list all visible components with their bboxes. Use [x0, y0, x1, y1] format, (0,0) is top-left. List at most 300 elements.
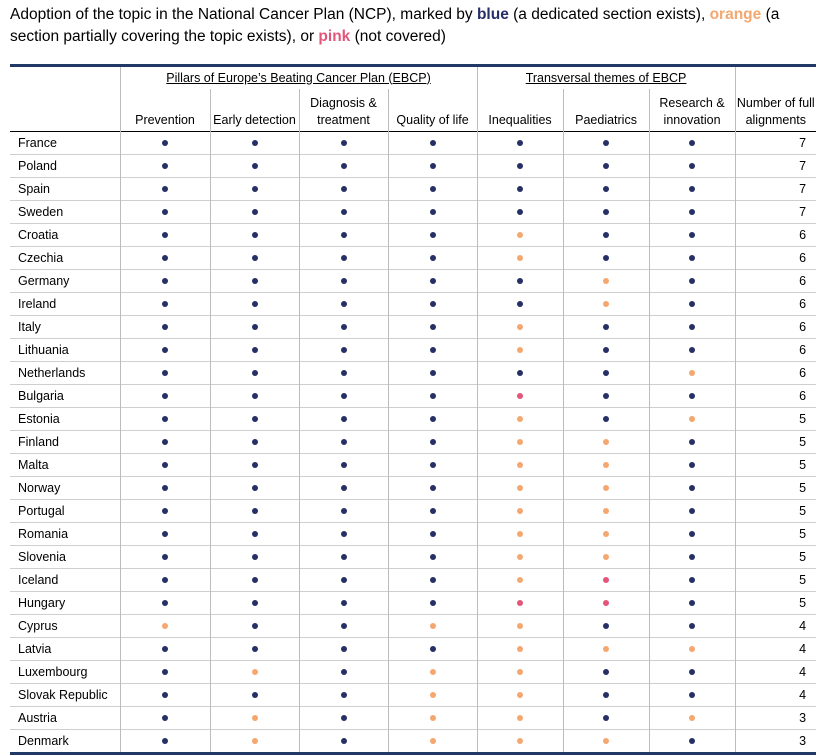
status-cell — [299, 661, 388, 684]
status-cell — [388, 201, 477, 224]
status-cell — [477, 638, 563, 661]
country-label: Finland — [10, 431, 120, 454]
status-dot-blue — [603, 669, 609, 675]
status-dot-blue — [252, 393, 258, 399]
table-row — [10, 385, 816, 408]
status-dot-blue — [430, 462, 436, 468]
status-dot-blue — [162, 370, 168, 376]
status-cell — [299, 224, 388, 247]
status-dot-blue — [430, 554, 436, 560]
status-cell — [299, 293, 388, 316]
status-dot-blue — [689, 485, 695, 491]
status-cell — [210, 408, 299, 431]
status-dot-blue — [252, 163, 258, 169]
status-dot-blue — [341, 370, 347, 376]
header-corner — [10, 66, 120, 90]
status-cell — [299, 431, 388, 454]
status-cell — [210, 224, 299, 247]
status-cell — [388, 339, 477, 362]
status-dot-blue — [430, 393, 436, 399]
status-cell — [649, 224, 735, 247]
status-cell — [477, 477, 563, 500]
group-header-row — [10, 66, 816, 90]
country-label: Spain — [10, 178, 120, 201]
status-dot-orange — [603, 485, 609, 491]
status-cell — [210, 316, 299, 339]
status-cell — [210, 707, 299, 730]
country-label: Croatia — [10, 224, 120, 247]
status-cell — [299, 477, 388, 500]
status-dot-orange — [252, 738, 258, 744]
status-dot-blue — [689, 439, 695, 445]
status-dot-orange — [689, 646, 695, 652]
status-dot-orange — [689, 370, 695, 376]
status-dot-orange — [517, 232, 523, 238]
status-dot-orange — [603, 738, 609, 744]
status-dot-orange — [517, 738, 523, 744]
status-cell — [563, 730, 649, 754]
status-cell — [563, 707, 649, 730]
status-cell — [120, 270, 210, 293]
status-cell — [477, 569, 563, 592]
status-dot-blue — [517, 209, 523, 215]
status-dot-orange — [252, 715, 258, 721]
status-dot-blue — [689, 692, 695, 698]
status-cell — [649, 730, 735, 754]
status-dot-blue — [252, 278, 258, 284]
status-cell — [477, 385, 563, 408]
col-header-paediatrics: Paediatrics — [563, 89, 649, 132]
status-cell — [210, 523, 299, 546]
status-dot-blue — [252, 554, 258, 560]
status-cell — [388, 730, 477, 754]
status-dot-blue — [603, 393, 609, 399]
alignment-count: 6 — [735, 247, 816, 270]
status-cell — [388, 362, 477, 385]
status-dot-blue — [430, 508, 436, 514]
status-dot-blue — [252, 531, 258, 537]
alignment-count: 5 — [735, 546, 816, 569]
status-cell — [388, 385, 477, 408]
status-cell — [477, 224, 563, 247]
status-dot-blue — [252, 692, 258, 698]
status-dot-blue — [603, 692, 609, 698]
status-dot-blue — [517, 163, 523, 169]
status-dot-blue — [517, 301, 523, 307]
status-dot-blue — [689, 393, 695, 399]
country-label: Ireland — [10, 293, 120, 316]
pillars-group-header — [120, 66, 477, 90]
table-row — [10, 569, 816, 592]
status-dot-blue — [689, 531, 695, 537]
status-cell — [477, 523, 563, 546]
status-dot-blue — [162, 554, 168, 560]
status-cell — [120, 661, 210, 684]
status-dot-blue — [341, 301, 347, 307]
status-cell — [563, 431, 649, 454]
table-row — [10, 431, 816, 454]
status-cell — [563, 523, 649, 546]
status-cell — [120, 592, 210, 615]
status-dot-orange — [517, 531, 523, 537]
status-dot-pink — [517, 393, 523, 399]
country-label: Slovak Republic — [10, 684, 120, 707]
status-dot-blue — [162, 669, 168, 675]
status-cell — [477, 201, 563, 224]
status-dot-blue — [689, 163, 695, 169]
status-cell — [210, 661, 299, 684]
themes-group-label: Transversal themes of EBCP — [525, 70, 687, 85]
status-dot-blue — [162, 324, 168, 330]
status-dot-blue — [341, 508, 347, 514]
status-cell — [210, 500, 299, 523]
status-dot-blue — [162, 692, 168, 698]
status-cell — [563, 201, 649, 224]
status-cell — [649, 638, 735, 661]
status-cell — [299, 178, 388, 201]
status-cell — [120, 247, 210, 270]
status-dot-blue — [341, 623, 347, 629]
table-row — [10, 638, 816, 661]
status-cell — [210, 362, 299, 385]
status-dot-blue — [252, 577, 258, 583]
table-row — [10, 270, 816, 293]
status-cell — [477, 316, 563, 339]
country-label: Estonia — [10, 408, 120, 431]
status-cell — [563, 339, 649, 362]
title-pink-keyword: pink — [318, 28, 351, 45]
status-cell — [210, 569, 299, 592]
status-cell — [299, 569, 388, 592]
status-cell — [649, 339, 735, 362]
table-body — [10, 132, 816, 754]
status-cell — [388, 477, 477, 500]
status-dot-blue — [689, 462, 695, 468]
status-cell — [563, 684, 649, 707]
status-dot-blue — [430, 278, 436, 284]
alignment-count: 4 — [735, 638, 816, 661]
status-cell — [649, 592, 735, 615]
status-dot-blue — [162, 531, 168, 537]
status-dot-blue — [162, 600, 168, 606]
table-row — [10, 661, 816, 684]
status-dot-blue — [689, 301, 695, 307]
country-label: Czechia — [10, 247, 120, 270]
status-cell — [563, 362, 649, 385]
status-cell — [649, 431, 735, 454]
status-cell — [563, 592, 649, 615]
status-cell — [649, 293, 735, 316]
chart-title — [10, 4, 825, 48]
status-dot-blue — [689, 669, 695, 675]
status-cell — [477, 339, 563, 362]
status-cell — [563, 132, 649, 155]
country-label: Cyprus — [10, 615, 120, 638]
status-cell — [649, 362, 735, 385]
status-dot-blue — [430, 186, 436, 192]
status-dot-blue — [341, 646, 347, 652]
country-label: Luxembourg — [10, 661, 120, 684]
status-dot-blue — [162, 278, 168, 284]
status-cell — [649, 454, 735, 477]
status-dot-blue — [430, 347, 436, 353]
status-cell — [388, 293, 477, 316]
status-dot-pink — [517, 600, 523, 606]
status-cell — [388, 684, 477, 707]
status-cell — [299, 546, 388, 569]
status-dot-orange — [603, 646, 609, 652]
status-cell — [120, 431, 210, 454]
status-dot-blue — [517, 140, 523, 146]
status-dot-blue — [252, 209, 258, 215]
status-cell — [388, 546, 477, 569]
status-dot-blue — [162, 462, 168, 468]
status-cell — [477, 592, 563, 615]
title-part3: (a section partially covering the topic exists), or — [10, 6, 780, 45]
status-cell — [649, 684, 735, 707]
status-dot-blue — [162, 416, 168, 422]
status-cell — [210, 684, 299, 707]
status-dot-blue — [689, 140, 695, 146]
status-cell — [120, 224, 210, 247]
status-dot-blue — [341, 439, 347, 445]
status-dot-orange — [252, 669, 258, 675]
status-dot-blue — [162, 439, 168, 445]
status-dot-orange — [517, 439, 523, 445]
status-dot-blue — [341, 531, 347, 537]
header-corner-2 — [10, 89, 120, 132]
status-dot-blue — [430, 416, 436, 422]
status-cell — [299, 730, 388, 754]
status-cell — [563, 477, 649, 500]
status-cell — [299, 408, 388, 431]
status-dot-blue — [689, 278, 695, 284]
status-dot-blue — [341, 209, 347, 215]
status-cell — [388, 638, 477, 661]
status-dot-blue — [162, 301, 168, 307]
status-cell — [210, 155, 299, 178]
country-label: Hungary — [10, 592, 120, 615]
status-dot-blue — [603, 140, 609, 146]
status-dot-blue — [603, 715, 609, 721]
status-dot-blue — [430, 646, 436, 652]
status-cell — [649, 178, 735, 201]
status-dot-blue — [430, 531, 436, 537]
alignment-count: 6 — [735, 270, 816, 293]
status-dot-blue — [162, 508, 168, 514]
status-dot-blue — [162, 485, 168, 491]
status-dot-blue — [252, 301, 258, 307]
status-cell — [210, 201, 299, 224]
status-dot-blue — [341, 347, 347, 353]
status-dot-blue — [603, 232, 609, 238]
status-cell — [388, 707, 477, 730]
status-cell — [210, 477, 299, 500]
status-cell — [563, 155, 649, 178]
status-cell — [120, 132, 210, 155]
status-dot-blue — [252, 370, 258, 376]
alignment-count: 7 — [735, 132, 816, 155]
status-cell — [477, 270, 563, 293]
status-cell — [120, 523, 210, 546]
status-dot-blue — [517, 370, 523, 376]
status-dot-blue — [252, 416, 258, 422]
country-label: France — [10, 132, 120, 155]
status-cell — [210, 592, 299, 615]
status-cell — [299, 270, 388, 293]
status-dot-blue — [603, 347, 609, 353]
country-label: Norway — [10, 477, 120, 500]
status-dot-blue — [603, 255, 609, 261]
country-label: Germany — [10, 270, 120, 293]
status-cell — [210, 615, 299, 638]
table-row — [10, 477, 816, 500]
status-dot-blue — [162, 163, 168, 169]
status-cell — [649, 707, 735, 730]
pillars-group-label: Pillars of Europe’s Beating Cancer Plan (EBCP) — [166, 70, 431, 85]
status-dot-blue — [603, 623, 609, 629]
status-dot-blue — [341, 692, 347, 698]
alignment-count: 5 — [735, 523, 816, 546]
alignment-count: 6 — [735, 316, 816, 339]
status-cell — [388, 592, 477, 615]
status-cell — [477, 293, 563, 316]
status-dot-blue — [689, 623, 695, 629]
status-cell — [120, 201, 210, 224]
status-dot-blue — [689, 324, 695, 330]
status-dot-blue — [341, 255, 347, 261]
status-cell — [563, 500, 649, 523]
title-part4: (not covered) — [350, 28, 446, 45]
status-dot-blue — [603, 163, 609, 169]
status-cell — [210, 385, 299, 408]
status-dot-blue — [162, 209, 168, 215]
country-label: Italy — [10, 316, 120, 339]
status-dot-blue — [689, 600, 695, 606]
status-cell — [120, 155, 210, 178]
status-cell — [299, 523, 388, 546]
status-cell — [210, 247, 299, 270]
country-label: Lithuania — [10, 339, 120, 362]
status-dot-blue — [517, 278, 523, 284]
country-label: Sweden — [10, 201, 120, 224]
status-dot-blue — [689, 232, 695, 238]
status-dot-blue — [162, 393, 168, 399]
alignment-count: 5 — [735, 500, 816, 523]
alignment-count: 6 — [735, 293, 816, 316]
status-dot-blue — [689, 186, 695, 192]
table-row — [10, 339, 816, 362]
status-dot-blue — [252, 324, 258, 330]
status-dot-blue — [252, 485, 258, 491]
status-cell — [477, 684, 563, 707]
alignment-count: 3 — [735, 707, 816, 730]
status-cell — [120, 546, 210, 569]
status-dot-blue — [430, 301, 436, 307]
alignment-count: 5 — [735, 569, 816, 592]
status-dot-blue — [162, 646, 168, 652]
status-dot-blue — [430, 600, 436, 606]
status-cell — [477, 615, 563, 638]
status-cell — [120, 316, 210, 339]
status-cell — [649, 569, 735, 592]
status-dot-orange — [430, 623, 436, 629]
status-dot-blue — [341, 416, 347, 422]
status-cell — [210, 730, 299, 754]
table-row — [10, 408, 816, 431]
status-cell — [299, 684, 388, 707]
status-dot-blue — [252, 186, 258, 192]
status-dot-blue — [341, 278, 347, 284]
country-label: Romania — [10, 523, 120, 546]
title-part2: (a dedicated section exists), — [508, 6, 710, 23]
status-dot-blue — [430, 485, 436, 491]
status-cell — [563, 569, 649, 592]
status-cell — [120, 293, 210, 316]
status-cell — [120, 454, 210, 477]
status-cell — [210, 454, 299, 477]
status-dot-blue — [341, 485, 347, 491]
status-cell — [388, 569, 477, 592]
status-cell — [563, 454, 649, 477]
status-cell — [649, 247, 735, 270]
status-dot-blue — [689, 209, 695, 215]
table-row — [10, 155, 816, 178]
status-dot-orange — [603, 301, 609, 307]
status-cell — [477, 362, 563, 385]
status-cell — [563, 638, 649, 661]
country-label: Portugal — [10, 500, 120, 523]
status-dot-orange — [689, 416, 695, 422]
status-cell — [299, 638, 388, 661]
status-dot-blue — [162, 577, 168, 583]
status-cell — [477, 546, 563, 569]
alignment-count: 5 — [735, 408, 816, 431]
status-cell — [649, 316, 735, 339]
status-dot-blue — [603, 186, 609, 192]
status-cell — [388, 316, 477, 339]
status-dot-blue — [341, 140, 347, 146]
status-dot-orange — [603, 439, 609, 445]
status-cell — [299, 247, 388, 270]
alignment-count: 7 — [735, 178, 816, 201]
status-cell — [563, 661, 649, 684]
status-dot-pink — [603, 600, 609, 606]
status-cell — [649, 408, 735, 431]
status-cell — [120, 339, 210, 362]
status-cell — [563, 615, 649, 638]
table-row — [10, 316, 816, 339]
status-dot-blue — [603, 370, 609, 376]
status-dot-blue — [689, 508, 695, 514]
col-header-inequalities: Inequalities — [477, 89, 563, 132]
status-cell — [388, 178, 477, 201]
status-cell — [299, 385, 388, 408]
status-dot-orange — [162, 623, 168, 629]
table-row — [10, 684, 816, 707]
status-dot-blue — [689, 255, 695, 261]
status-cell — [649, 661, 735, 684]
status-cell — [388, 661, 477, 684]
status-cell — [120, 178, 210, 201]
status-cell — [477, 454, 563, 477]
status-dot-orange — [517, 324, 523, 330]
table-row — [10, 293, 816, 316]
alignment-count: 7 — [735, 155, 816, 178]
status-cell — [299, 500, 388, 523]
status-cell — [563, 408, 649, 431]
country-label: Austria — [10, 707, 120, 730]
